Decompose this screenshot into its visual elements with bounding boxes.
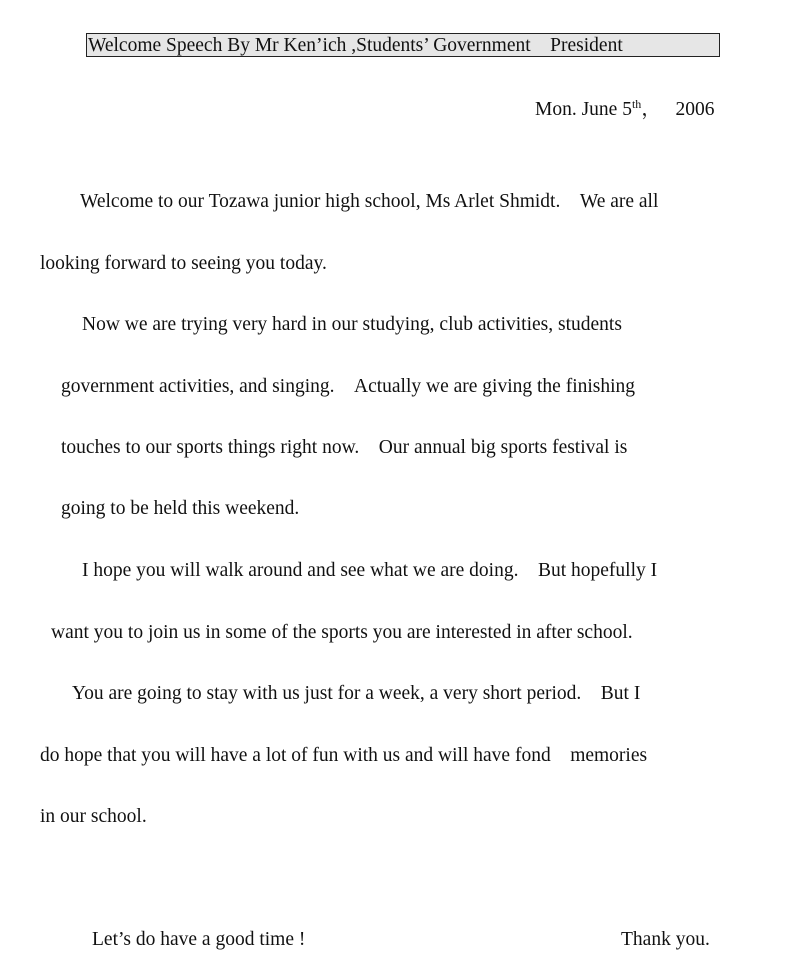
date-prefix: Mon. June 5: [535, 99, 632, 120]
body-line: going to be held this weekend.: [61, 498, 300, 519]
speech-title: Welcome Speech By Mr Ken’ich ,Students’ Government President: [88, 35, 623, 56]
closing-left: Let’s do have a good time !: [92, 929, 306, 950]
body-line: Now we are trying very hard in our studying, club activities, students: [82, 314, 622, 335]
body-line: in our school.: [40, 806, 147, 827]
speech-date: [535, 97, 715, 120]
body-line: want you to join us in some of the sports you are interested in after school.: [51, 622, 633, 643]
body-line: do hope that you will have a lot of fun with us and will have fond memories: [40, 745, 648, 766]
body-line: You are going to stay with us just for a week, a very short period. But I: [72, 683, 641, 704]
body-line: I hope you will walk around and see what we are doing. But hopefully I: [82, 560, 658, 581]
body-line: government activities, and singing. Actually we are giving the finishing: [61, 376, 636, 397]
date-suffix: ， 2006: [641, 99, 715, 120]
body-line: looking forward to seeing you today.: [40, 253, 327, 274]
date-superscript: th: [631, 97, 642, 111]
closing-right: Thank you.: [621, 929, 710, 950]
body-line: touches to our sports things right now. Our annual big sports festival is: [61, 437, 628, 458]
body-line: Welcome to our Tozawa junior high school, Ms Arlet Shmidt. We are all: [80, 191, 659, 212]
